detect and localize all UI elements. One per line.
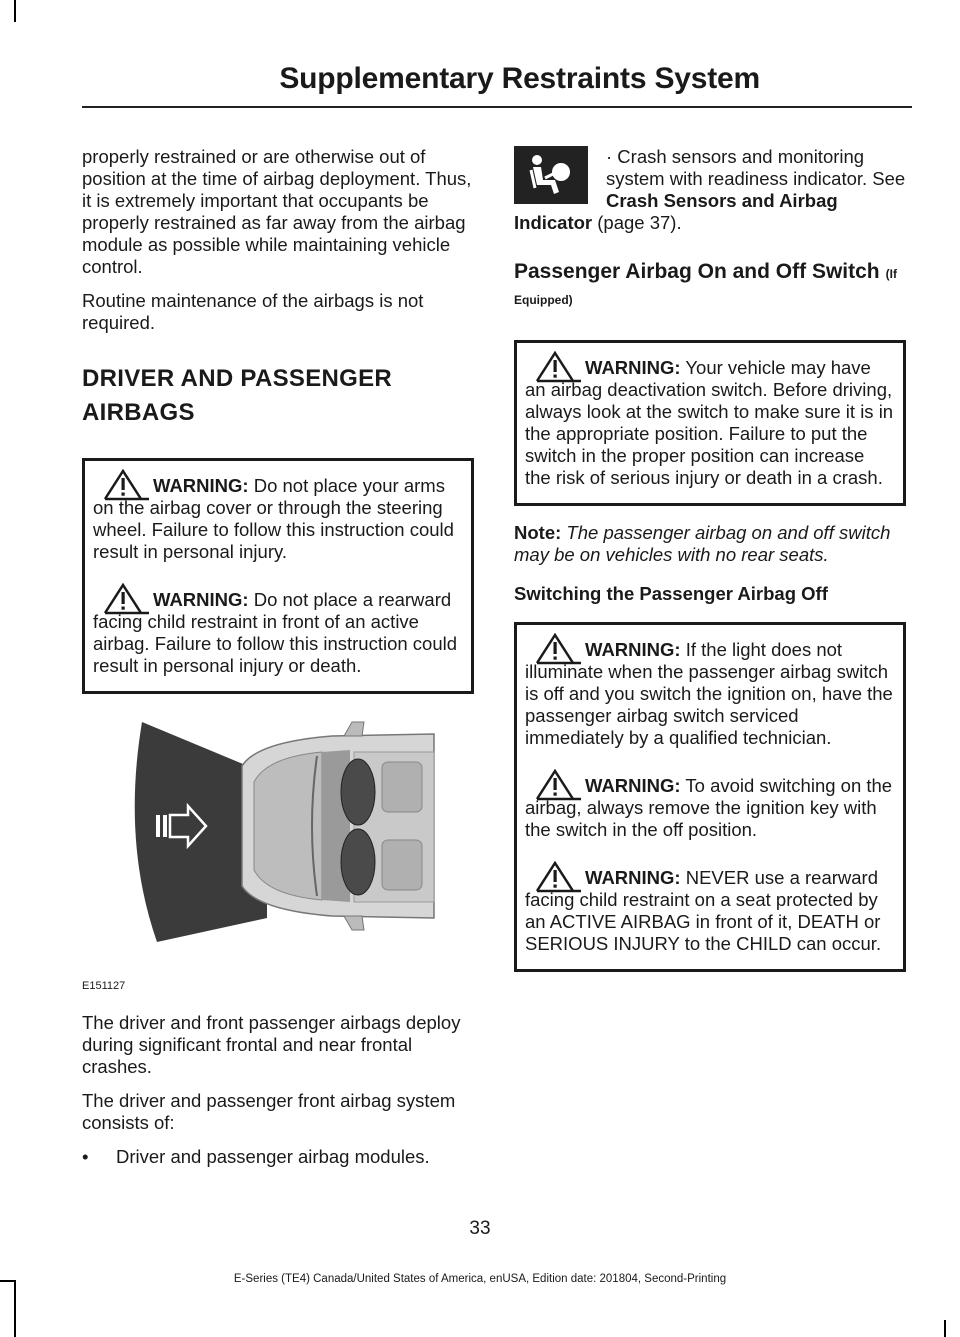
- list-item: [82, 1146, 474, 1168]
- deploy-paragraph: The driver and front passenger airbags deploy during significant frontal and near frontal crashes.: [82, 1012, 461, 1077]
- warning-text: Your vehicle may have an airbag deactivation switch. Before driving, always look at the switch to make sure it is in the appropriate position. Failure to put the switch in the proper position can increase the risk of serious injury or death in a crash.: [525, 357, 894, 488]
- warning-text: If the light does not illuminate when the passenger airbag switch is off and you switch the ignition on, have the passenger airbag switch serviced immediately by a qualified technician.: [525, 639, 893, 748]
- warning-text: NEVER use a rearward facing child restraint on a seat protected by an ACTIVE AIRBAG in front of it, DEATH or SERIOUS INJURY to the CHILD can occur.: [525, 867, 882, 954]
- warning-box-arms: [82, 458, 474, 694]
- crop-mark-bottom-right: [944, 1320, 946, 1337]
- warning-item: [93, 589, 463, 677]
- airbag-indicator-icon: [514, 146, 588, 204]
- figure-code: E151127: [82, 980, 126, 992]
- page-number: 33: [469, 1218, 491, 1239]
- switch-heading-text: Passenger Airbag On and Off Switch: [514, 260, 880, 283]
- warning-triangle-icon: [103, 583, 149, 615]
- warning-label: WARNING:: [585, 867, 681, 888]
- crash-sensor-text: · Crash sensors and monitoring system with readiness indicator. See: [606, 146, 906, 189]
- airbag-deployment-figure: [82, 712, 474, 994]
- page-title: Supplementary Restraints System: [279, 62, 760, 95]
- switch-heading: [514, 260, 906, 312]
- note-label: Note:: [514, 522, 562, 543]
- maintenance-paragraph: Routine maintenance of the airbags is not required.: [82, 290, 424, 333]
- warning-label: WARNING:: [585, 639, 681, 660]
- right-column: [514, 146, 906, 972]
- warning-text: Do not place your arms on the airbag cover or through the steering wheel. Failure to follow this instruction could result in personal injury.: [93, 475, 454, 562]
- bullet-marker: •: [82, 1146, 89, 1167]
- section-heading: [82, 362, 474, 430]
- warning-triangle-icon: [103, 469, 149, 501]
- system-paragraph: The driver and passenger front airbag system consists of:: [82, 1090, 456, 1133]
- crop-mark-top-left: [14, 0, 16, 22]
- edition-line: E-Series (TE4) Canada/United States of America, enUSA, Edition date: 201804, Second-Printing: [233, 1273, 727, 1285]
- note-text: The passenger airbag on and off switch may be on vehicles with no rear seats.: [514, 522, 891, 565]
- warning-triangle-icon: [535, 769, 581, 801]
- section-heading-line2: AIRBAGS: [82, 399, 195, 426]
- warning-text: To avoid switching on the airbag, always remove the ignition key with the switch in the off position.: [525, 775, 893, 840]
- warning-label: WARNING:: [153, 475, 249, 496]
- warning-triangle-icon: [535, 351, 581, 383]
- crash-sensor-item: [514, 146, 906, 234]
- warning-triangle-icon: [535, 861, 581, 893]
- warning-box-switch: [514, 340, 906, 506]
- warning-item: [525, 639, 895, 749]
- left-column: [82, 146, 474, 1168]
- crash-sensor-link[interactable]: Crash Sensors and Airbag Indicator: [514, 190, 838, 233]
- warning-label: WARNING:: [153, 589, 249, 610]
- bullet-text: Driver and passenger airbag modules.: [116, 1146, 430, 1167]
- switch-off-heading: Switching the Passenger Airbag Off: [514, 583, 828, 604]
- section-heading-line1: DRIVER AND PASSENGER: [82, 365, 393, 392]
- crop-mark-bottom-left: [14, 1280, 16, 1337]
- vehicle-airbag-illustration: [82, 712, 474, 974]
- warning-item: [525, 357, 895, 489]
- note-paragraph: [514, 522, 906, 566]
- warning-triangle-icon: [535, 633, 581, 665]
- warning-item: [525, 775, 895, 841]
- header-divider: [82, 106, 912, 108]
- warning-item: [525, 867, 895, 955]
- warning-box-switch-off: [514, 622, 906, 972]
- crash-sensor-page-ref: (page 37).: [592, 212, 682, 233]
- warning-item: [93, 475, 463, 563]
- if-equipped-label: (If Equipped): [514, 267, 897, 307]
- warning-label: WARNING:: [585, 775, 681, 796]
- intro-paragraph: properly restrained or are otherwise out of position at the time of airbag deployment. Thus, it is extremely important that occupants be properly restrained as far away from the airbag module as possible while maintaining vehicle control.: [82, 146, 472, 277]
- warning-label: WARNING:: [585, 357, 681, 378]
- warning-text: Do not place a rearward facing child restraint in front of an active airbag. Failure to follow this instruction could result in personal injury or death.: [93, 589, 458, 676]
